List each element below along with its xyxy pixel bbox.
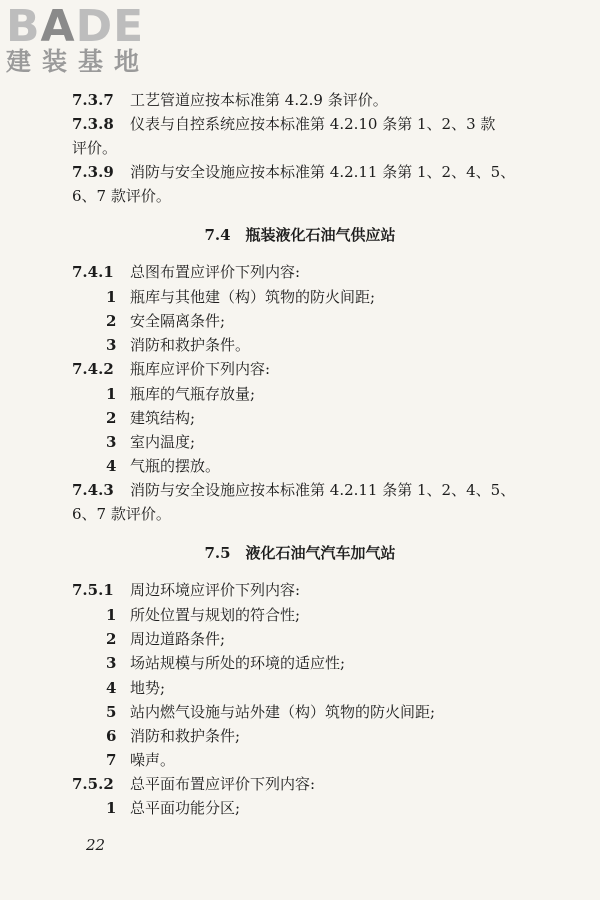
item-number: 5	[106, 703, 117, 721]
list-item	[106, 384, 255, 404]
clause-7-5-2	[72, 774, 315, 794]
clause-7-4-1	[72, 262, 300, 282]
clause-text: 消防与安全设施应按本标准第 4.2.11 条第 1、2、4、5、	[130, 163, 516, 181]
list-item	[106, 678, 165, 698]
item-text: 安全隔离条件;	[130, 312, 226, 330]
item-text: 建筑结构;	[130, 409, 196, 427]
item-number: 1	[106, 385, 117, 403]
item-text: 消防和救护条件;	[130, 727, 241, 745]
clause-7-3-7	[72, 90, 388, 110]
clause-text: 总图布置应评价下列内容:	[130, 263, 301, 281]
item-number: 1	[106, 606, 117, 624]
logo-brand-text: BADE	[6, 1, 145, 52]
clause-7-4-3-continuation: 6、7 款评价。	[72, 505, 171, 523]
list-item	[106, 798, 240, 818]
item-number: 6	[106, 727, 117, 745]
clause-number: 7.5.2	[72, 775, 114, 793]
item-number: 2	[106, 312, 117, 330]
item-text: 地势;	[130, 679, 166, 697]
list-item	[106, 408, 195, 428]
item-number: 4	[106, 457, 117, 475]
clause-number: 7.3.9	[72, 163, 114, 181]
item-number: 1	[106, 288, 117, 306]
clause-7-3-8	[72, 114, 495, 134]
item-text: 瓶库与其他建（构）筑物的防火间距;	[130, 288, 376, 306]
item-text: 瓶库的气瓶存放量;	[130, 385, 256, 403]
item-number: 2	[106, 630, 117, 648]
item-text: 站内燃气设施与站外建（构）筑物的防火间距;	[130, 703, 436, 721]
clause-7-3-9-continuation: 6、7 款评价。	[72, 187, 171, 205]
watermark-logo	[6, 1, 176, 76]
list-item	[106, 653, 345, 673]
item-number: 2	[106, 409, 117, 427]
item-number: 7	[106, 751, 117, 769]
clause-7-4-2	[72, 359, 270, 379]
clause-text: 工艺管道应按本标准第 4.2.9 条评价。	[130, 91, 388, 109]
list-item	[106, 629, 225, 649]
item-text: 所处位置与规划的符合性;	[130, 606, 301, 624]
clause-text: 消防与安全设施应按本标准第 4.2.11 条第 1、2、4、5、	[130, 481, 516, 499]
clause-text: 总平面布置应评价下列内容:	[130, 775, 316, 793]
clause-text: 瓶库应评价下列内容:	[130, 360, 271, 378]
clause-number: 7.4.1	[72, 263, 114, 281]
clause-number: 7.4.2	[72, 360, 114, 378]
clause-number: 7.3.7	[72, 91, 114, 109]
clause-number: 7.3.8	[72, 115, 114, 133]
clause-7-4-3	[72, 480, 515, 500]
clause-text: 仪表与自控系统应按本标准第 4.2.10 条第 1、2、3 款	[130, 115, 496, 133]
clause-7-3-9	[72, 162, 515, 182]
section-heading-7-5: 7.5 液化石油气汽车加气站	[204, 544, 396, 562]
logo-brand-cn: 建装基地	[6, 47, 151, 76]
list-item	[106, 605, 300, 625]
section-heading-7-4: 7.4 瓶装液化石油气供应站	[204, 226, 396, 244]
item-text: 消防和救护条件。	[130, 336, 251, 354]
item-number: 3	[106, 433, 117, 451]
clause-text: 周边环境应评价下列内容:	[130, 581, 301, 599]
list-item	[106, 287, 375, 307]
clause-number: 7.5.1	[72, 581, 114, 599]
list-item	[106, 750, 175, 770]
item-text: 周边道路条件;	[130, 630, 226, 648]
list-item	[106, 432, 195, 452]
item-text: 室内温度;	[130, 433, 196, 451]
list-item	[106, 702, 435, 722]
item-number: 3	[106, 654, 117, 672]
item-number: 4	[106, 679, 117, 697]
list-item	[106, 335, 250, 355]
item-text: 噪声。	[130, 751, 176, 769]
list-item	[106, 311, 225, 331]
page-number: 22	[86, 836, 106, 854]
list-item	[106, 456, 220, 476]
clause-7-3-8-continuation: 评价。	[72, 139, 118, 157]
item-number: 1	[106, 799, 117, 817]
clause-number: 7.4.3	[72, 481, 114, 499]
item-number: 3	[106, 336, 117, 354]
clause-7-5-1	[72, 580, 300, 600]
list-item	[106, 726, 240, 746]
item-text: 总平面功能分区;	[130, 799, 241, 817]
item-text: 气瓶的摆放。	[130, 457, 221, 475]
item-text: 场站规模与所处的环境的适应性;	[130, 654, 346, 672]
